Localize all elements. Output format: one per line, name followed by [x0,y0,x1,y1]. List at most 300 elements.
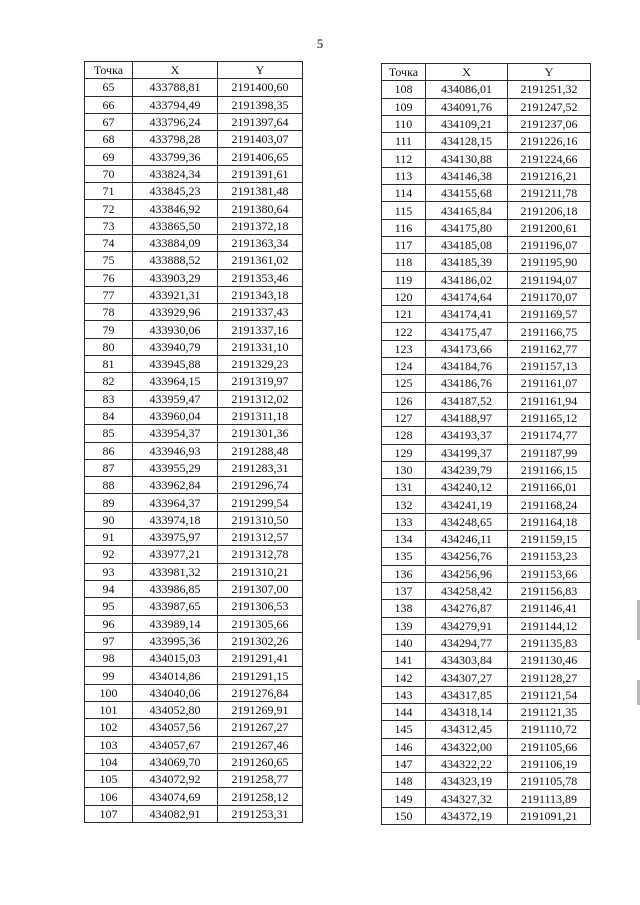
table-row [382,479,591,496]
cell-point: 120 [382,288,426,305]
cell-y: 2191226,16 [508,133,591,150]
cell-y: 2191194,07 [508,271,591,288]
cell-x: 434186,76 [426,375,508,392]
header-point: Точка [85,62,133,79]
table-row [382,565,591,582]
cell-x: 434040,06 [133,684,218,701]
cell-x: 433796,24 [133,113,218,130]
table-row [85,529,303,546]
cell-point: 137 [382,582,426,599]
cell-x: 434187,52 [426,392,508,409]
table-row [382,669,591,686]
cell-x: 434323,19 [426,773,508,790]
cell-y: 2191400,60 [218,79,303,96]
cell-point: 140 [382,634,426,651]
table-row [85,511,303,528]
cell-point: 148 [382,773,426,790]
table-row [382,686,591,703]
cell-y: 2191267,46 [218,736,303,753]
cell-y: 2191406,65 [218,148,303,165]
table-row [85,684,303,701]
cell-y: 2191398,35 [218,96,303,113]
cell-x: 434146,38 [426,167,508,184]
cell-x: 434246,11 [426,531,508,548]
cell-x: 434185,08 [426,236,508,253]
cell-y: 2191146,41 [508,600,591,617]
cell-point: 138 [382,600,426,617]
table-row [85,650,303,667]
cell-y: 2191380,64 [218,200,303,217]
cell-y: 2191130,46 [508,652,591,669]
table-row [382,548,591,565]
cell-y: 2191312,78 [218,546,303,563]
cell-point: 105 [85,771,133,788]
cell-point: 143 [382,686,426,703]
cell-x: 434052,80 [133,701,218,718]
cell-point: 85 [85,425,133,442]
cell-y: 2191169,57 [508,306,591,323]
cell-y: 2191164,18 [508,513,591,530]
cell-y: 2191331,10 [218,338,303,355]
cell-y: 2191381,48 [218,183,303,200]
cell-x: 434188,97 [426,409,508,426]
cell-x: 434185,39 [426,254,508,271]
cell-y: 2191224,66 [508,150,591,167]
cell-point: 91 [85,529,133,546]
cell-x: 433888,52 [133,252,218,269]
table-row [382,738,591,755]
table-row [85,459,303,476]
cell-point: 92 [85,546,133,563]
cell-x: 433903,29 [133,269,218,286]
cell-y: 2191091,21 [508,807,591,824]
table-row [85,580,303,597]
cell-y: 2191337,43 [218,304,303,321]
table-row [85,79,303,96]
table-row [382,340,591,357]
cell-y: 2191237,06 [508,115,591,132]
cell-y: 2191276,84 [218,684,303,701]
table-row [382,531,591,548]
cell-point: 65 [85,79,133,96]
cell-x: 434174,64 [426,288,508,305]
cell-point: 73 [85,217,133,234]
cell-x: 433955,29 [133,459,218,476]
cell-y: 2191206,18 [508,202,591,219]
cell-point: 86 [85,442,133,459]
cell-point: 150 [382,807,426,824]
cell-point: 104 [85,753,133,770]
cell-x: 433788,81 [133,79,218,96]
table-row [382,409,591,426]
coordinates-table-left [84,61,303,823]
cell-point: 110 [382,115,426,132]
table-row [382,652,591,669]
cell-x: 433794,49 [133,96,218,113]
table-row [382,790,591,807]
header-y: Y [218,62,303,79]
cell-point: 109 [382,98,426,115]
cell-x: 434186,02 [426,271,508,288]
cell-point: 126 [382,392,426,409]
table-row [382,807,591,824]
cell-y: 2191200,61 [508,219,591,236]
cell-y: 2191211,78 [508,185,591,202]
table-header-row [85,62,303,79]
coordinates-table-right [381,63,591,825]
table-row [382,392,591,409]
cell-y: 2191113,89 [508,790,591,807]
cell-point: 82 [85,373,133,390]
cell-x: 434312,45 [426,721,508,738]
cell-x: 434256,96 [426,565,508,582]
cell-y: 2191106,19 [508,755,591,772]
cell-point: 100 [85,684,133,701]
table-row [85,546,303,563]
table-row [85,494,303,511]
cell-y: 2191353,46 [218,269,303,286]
table-row [85,701,303,718]
table-row [382,773,591,790]
cell-y: 2191153,66 [508,565,591,582]
cell-point: 132 [382,496,426,513]
table-row [85,736,303,753]
table-row [85,286,303,303]
table-row [382,323,591,340]
cell-x: 433977,21 [133,546,218,563]
cell-point: 146 [382,738,426,755]
cell-x: 433798,28 [133,131,218,148]
cell-x: 434303,84 [426,652,508,669]
cell-point: 147 [382,755,426,772]
table-row [85,252,303,269]
cell-y: 2191403,07 [218,131,303,148]
table-row [382,306,591,323]
cell-x: 433845,23 [133,183,218,200]
table-row [382,582,591,599]
cell-point: 93 [85,563,133,580]
cell-y: 2191305,66 [218,615,303,632]
table-row [85,183,303,200]
table-row [382,513,591,530]
cell-x: 433964,37 [133,494,218,511]
table-row [85,113,303,130]
cell-point: 74 [85,234,133,251]
cell-y: 2191110,72 [508,721,591,738]
cell-x: 434174,41 [426,306,508,323]
table-row [85,632,303,649]
cell-y: 2191291,15 [218,667,303,684]
cell-point: 77 [85,286,133,303]
cell-x: 434165,84 [426,202,508,219]
cell-y: 2191372,18 [218,217,303,234]
cell-point: 149 [382,790,426,807]
cell-x: 433962,84 [133,477,218,494]
cell-point: 107 [85,805,133,822]
table-row [85,407,303,424]
cell-point: 135 [382,548,426,565]
cell-y: 2191105,66 [508,738,591,755]
cell-x: 433986,85 [133,580,218,597]
cell-point: 112 [382,150,426,167]
cell-point: 94 [85,580,133,597]
cell-y: 2191187,99 [508,444,591,461]
table-row [382,254,591,271]
cell-point: 67 [85,113,133,130]
cell-y: 2191312,57 [218,529,303,546]
cell-point: 87 [85,459,133,476]
table-row [382,703,591,720]
cell-point: 133 [382,513,426,530]
cell-point: 98 [85,650,133,667]
cell-point: 97 [85,632,133,649]
cell-y: 2191161,07 [508,375,591,392]
cell-x: 434155,68 [426,185,508,202]
cell-y: 2191251,32 [508,81,591,98]
cell-x: 433946,93 [133,442,218,459]
cell-y: 2191166,15 [508,461,591,478]
cell-point: 88 [85,477,133,494]
cell-point: 139 [382,617,426,634]
cell-y: 2191253,31 [218,805,303,822]
cell-point: 72 [85,200,133,217]
cell-y: 2191165,12 [508,409,591,426]
cell-point: 78 [85,304,133,321]
cell-x: 434318,14 [426,703,508,720]
cell-x: 434239,79 [426,461,508,478]
cell-x: 434241,19 [426,496,508,513]
cell-point: 75 [85,252,133,269]
cell-x: 434173,66 [426,340,508,357]
table-row [382,150,591,167]
cell-point: 106 [85,788,133,805]
header-x: X [133,62,218,79]
cell-y: 2191310,50 [218,511,303,528]
cell-point: 131 [382,479,426,496]
cell-x: 434256,76 [426,548,508,565]
cell-point: 81 [85,356,133,373]
table-row [85,234,303,251]
cell-y: 2191310,21 [218,563,303,580]
cell-point: 145 [382,721,426,738]
table-row [382,375,591,392]
table-row [85,667,303,684]
cell-y: 2191196,07 [508,236,591,253]
table-row [85,96,303,113]
table-row [85,321,303,338]
cell-point: 80 [85,338,133,355]
cell-y: 2191291,41 [218,650,303,667]
cell-y: 2191162,77 [508,340,591,357]
cell-y: 2191319,97 [218,373,303,390]
cell-y: 2191174,77 [508,427,591,444]
table-row [85,442,303,459]
cell-x: 433865,50 [133,217,218,234]
cell-point: 134 [382,531,426,548]
cell-x: 433995,36 [133,632,218,649]
table-row [85,217,303,234]
cell-point: 123 [382,340,426,357]
table-row [382,115,591,132]
cell-y: 2191170,07 [508,288,591,305]
cell-y: 2191311,18 [218,407,303,424]
cell-point: 124 [382,358,426,375]
table-row [382,444,591,461]
table-row [85,269,303,286]
cell-x: 433964,15 [133,373,218,390]
cell-x: 433940,79 [133,338,218,355]
cell-point: 127 [382,409,426,426]
cell-y: 2191195,90 [508,254,591,271]
cell-point: 144 [382,703,426,720]
cell-x: 433959,47 [133,390,218,407]
cell-x: 433921,31 [133,286,218,303]
table-row [382,219,591,236]
table-row [382,202,591,219]
cell-point: 111 [382,133,426,150]
header-point: Точка [382,64,426,81]
cell-point: 102 [85,719,133,736]
cell-x: 434322,22 [426,755,508,772]
cell-y: 2191144,12 [508,617,591,634]
cell-x: 434014,86 [133,667,218,684]
cell-x: 433954,37 [133,425,218,442]
table-row [85,598,303,615]
cell-point: 114 [382,185,426,202]
table-row [382,721,591,738]
cell-point: 70 [85,165,133,182]
cell-point: 69 [85,148,133,165]
cell-x: 434199,37 [426,444,508,461]
cell-y: 2191153,23 [508,548,591,565]
cell-y: 2191105,78 [508,773,591,790]
cell-x: 434057,56 [133,719,218,736]
cell-y: 2191288,48 [218,442,303,459]
cell-point: 130 [382,461,426,478]
cell-point: 96 [85,615,133,632]
table-row [382,133,591,150]
table-row [85,805,303,822]
cell-point: 129 [382,444,426,461]
cell-y: 2191247,52 [508,98,591,115]
cell-x: 434128,15 [426,133,508,150]
cell-point: 141 [382,652,426,669]
cell-point: 71 [85,183,133,200]
cell-x: 433929,96 [133,304,218,321]
cell-y: 2191260,65 [218,753,303,770]
cell-x: 434069,70 [133,753,218,770]
cell-x: 433975,97 [133,529,218,546]
cell-x: 434072,92 [133,771,218,788]
table-row [85,477,303,494]
cell-y: 2191267,27 [218,719,303,736]
table-row [85,753,303,770]
table-row [85,390,303,407]
cell-y: 2191258,77 [218,771,303,788]
cell-x: 433989,14 [133,615,218,632]
table-row [382,600,591,617]
table-row [382,167,591,184]
cell-point: 119 [382,271,426,288]
cell-x: 434317,85 [426,686,508,703]
cell-x: 434184,76 [426,358,508,375]
cell-y: 2191159,15 [508,531,591,548]
table-row [382,755,591,772]
cell-y: 2191361,02 [218,252,303,269]
cell-point: 101 [85,701,133,718]
cell-x: 434307,27 [426,669,508,686]
table-row [382,236,591,253]
table-row [382,358,591,375]
cell-y: 2191121,54 [508,686,591,703]
cell-x: 433945,88 [133,356,218,373]
cell-y: 2191269,91 [218,701,303,718]
table-row [85,338,303,355]
cell-x: 434082,91 [133,805,218,822]
cell-point: 128 [382,427,426,444]
table-row [382,98,591,115]
cell-point: 108 [382,81,426,98]
cell-x: 434057,67 [133,736,218,753]
table-row [85,356,303,373]
cell-y: 2191283,31 [218,459,303,476]
cell-x: 434258,42 [426,582,508,599]
page-number: 5 [316,36,324,51]
cell-point: 99 [85,667,133,684]
cell-y: 2191168,24 [508,496,591,513]
table-row [382,81,591,98]
table-row [85,200,303,217]
cell-x: 434276,87 [426,600,508,617]
table-row [382,461,591,478]
table-row [382,496,591,513]
cell-point: 66 [85,96,133,113]
cell-y: 2191329,23 [218,356,303,373]
table-row [85,148,303,165]
cell-x: 434279,91 [426,617,508,634]
cell-point: 84 [85,407,133,424]
cell-x: 434327,32 [426,790,508,807]
cell-y: 2191363,34 [218,234,303,251]
cell-x: 434086,01 [426,81,508,98]
cell-y: 2191397,64 [218,113,303,130]
cell-y: 2191299,54 [218,494,303,511]
cell-y: 2191157,13 [508,358,591,375]
cell-y: 2191121,35 [508,703,591,720]
cell-x: 434175,47 [426,323,508,340]
table-row [85,373,303,390]
cell-x: 434015,03 [133,650,218,667]
cell-point: 117 [382,236,426,253]
table-row [85,771,303,788]
cell-x: 434294,77 [426,634,508,651]
cell-y: 2191307,00 [218,580,303,597]
table-row [382,634,591,651]
cell-point: 68 [85,131,133,148]
cell-y: 2191156,83 [508,582,591,599]
cell-x: 434091,76 [426,98,508,115]
header-y: Y [508,64,591,81]
cell-y: 2191296,74 [218,477,303,494]
table-row [85,131,303,148]
table-row [85,719,303,736]
table-row [85,788,303,805]
cell-x: 434130,88 [426,150,508,167]
cell-point: 122 [382,323,426,340]
table-row [382,427,591,444]
cell-point: 90 [85,511,133,528]
cell-y: 2191161,94 [508,392,591,409]
